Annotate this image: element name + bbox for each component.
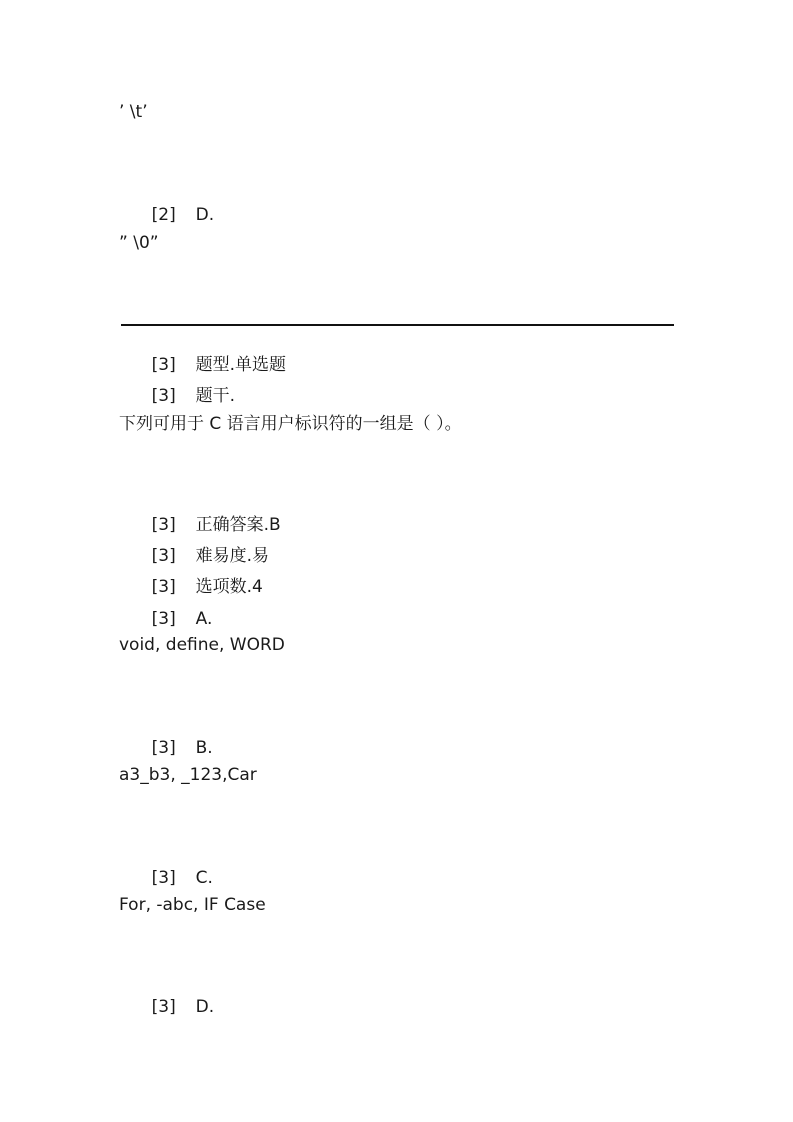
- item-number: [3]: [151, 868, 176, 888]
- prev-option-d-value: ” \0”: [119, 233, 159, 253]
- item-number: [3]: [151, 386, 176, 406]
- section-divider: [121, 324, 674, 326]
- item-label: C.: [195, 868, 213, 888]
- prev-option-c-value: ’ \t’: [119, 102, 148, 122]
- item-number: [2]: [151, 205, 176, 225]
- item-label: A.: [195, 609, 213, 629]
- option-d: [130, 974, 214, 1040]
- item-label: 难易度.易: [195, 546, 270, 566]
- item-label: D.: [195, 997, 215, 1017]
- item-number: [3]: [151, 515, 176, 535]
- item-label: 正确答案.B: [195, 515, 281, 535]
- item-label: 题型.单选题: [195, 355, 287, 375]
- item-label: B.: [195, 738, 213, 758]
- item-label: 题干.: [195, 386, 236, 406]
- item-number: [3]: [151, 609, 176, 629]
- item-label: 选项数.4: [195, 577, 263, 597]
- option-a-value: void, define, WORD: [119, 635, 285, 655]
- item-number: [3]: [151, 546, 176, 566]
- item-number: [3]: [151, 738, 176, 758]
- item-number: [3]: [151, 577, 176, 597]
- item-number: [3]: [151, 997, 176, 1017]
- option-b-value: a3_b3, _123,Car: [119, 765, 257, 785]
- question-stem-text: 下列可用于 C 语言用户标识符的一组是（ ）。: [119, 414, 462, 434]
- option-c-value: For, -abc, IF Case: [119, 895, 266, 915]
- item-number: [3]: [151, 355, 176, 375]
- item-label: D.: [195, 205, 215, 225]
